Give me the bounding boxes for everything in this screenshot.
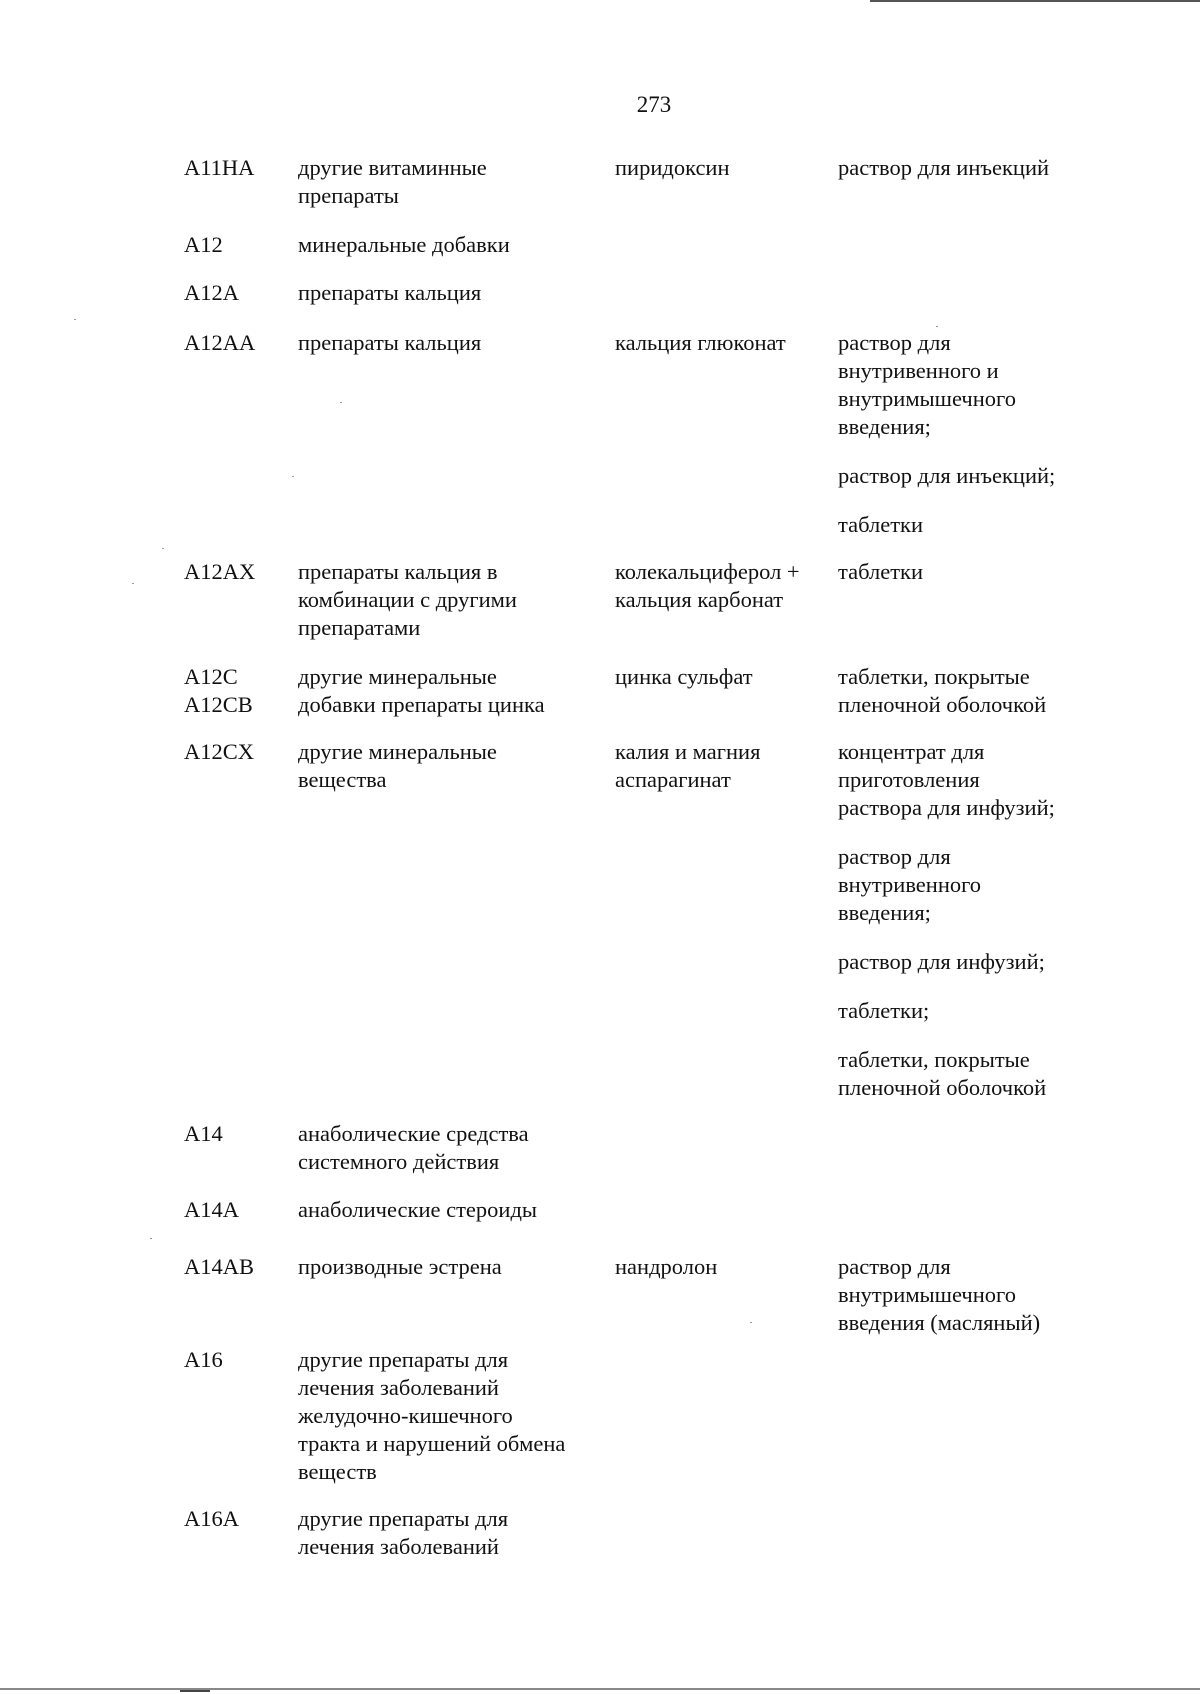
dosage-form-item (838, 843, 1108, 927)
dosage-forms (838, 329, 1108, 560)
text-line: минеральные добавки (298, 232, 510, 257)
dosage-form-item (838, 558, 1108, 586)
text-line: раствор для (838, 1254, 951, 1279)
text-line: A16A (184, 1506, 239, 1531)
text-line: концентрат для (838, 739, 985, 764)
text-line: препаратами (298, 615, 421, 640)
atc-group-name (298, 279, 598, 307)
atc-code (184, 1120, 294, 1148)
dosage-form-item (838, 154, 1108, 182)
atc-group-name (298, 558, 598, 642)
text-line: пленочной оболочкой (838, 1075, 1047, 1100)
text-line: тракта и нарушений обмена (298, 1431, 566, 1456)
text-line: внутримышечного (838, 386, 1016, 411)
atc-group-name (298, 231, 598, 259)
text-line: внутривенного (838, 872, 982, 897)
atc-code (184, 738, 294, 766)
text-line: другие минеральные (298, 739, 497, 764)
text-line: раствора для инфузий; (838, 795, 1055, 820)
text-line: другие препараты для (298, 1506, 509, 1531)
scan-edge-line (180, 1690, 210, 1692)
scan-speck (150, 1238, 152, 1239)
text-line: лечения заболеваний (298, 1375, 499, 1400)
text-line: цинка сульфат (615, 664, 753, 689)
text-line: другие препараты для (298, 1347, 509, 1372)
atc-group-name (298, 738, 598, 794)
dosage-forms (838, 558, 1108, 607)
text-line: пленочной оболочкой (838, 692, 1047, 717)
text-line: кальция карбонат (615, 587, 784, 612)
text-line: введения; (838, 900, 931, 925)
dosage-form-item (838, 948, 1108, 976)
drug-name (615, 329, 830, 357)
atc-code (184, 1346, 294, 1374)
text-line: A14 (184, 1121, 223, 1146)
text-line: A12 (184, 232, 223, 257)
text-line: лечения заболеваний (298, 1534, 499, 1559)
text-line: A12AX (184, 559, 256, 584)
text-line: калия и магния (615, 739, 761, 764)
atc-code (184, 1196, 294, 1224)
text-line: таблетки, покрытые (838, 1047, 1030, 1072)
dosage-form-item (838, 1046, 1108, 1102)
page-number: 273 (636, 92, 672, 117)
atc-code (184, 154, 294, 182)
drug-name (615, 738, 830, 794)
text-line: таблетки, покрытые (838, 664, 1030, 689)
text-line: анаболические стероиды (298, 1197, 538, 1222)
text-line: нандролон (615, 1254, 718, 1279)
text-line: таблетки (838, 512, 924, 537)
text-line: A12CX (184, 739, 255, 764)
atc-code (184, 231, 294, 259)
atc-code (184, 1253, 294, 1281)
scan-edge-line (870, 0, 1200, 2)
text-line: веществ (298, 1459, 377, 1484)
text-line: пиридоксин (615, 155, 730, 180)
atc-code (184, 329, 294, 357)
text-line: раствор для инфузий; (838, 949, 1045, 974)
text-line: A16 (184, 1347, 223, 1372)
text-line: комбинации с другими (298, 587, 517, 612)
text-line: добавки препараты цинка (298, 692, 545, 717)
text-line: A14AB (184, 1254, 255, 1279)
scan-speck (936, 326, 938, 327)
text-line: аспарагинат (615, 767, 731, 792)
text-line: A12AA (184, 330, 256, 355)
atc-group-name (298, 1253, 598, 1281)
drug-name (615, 663, 830, 691)
text-line: препараты кальция в (298, 559, 498, 584)
dosage-form-item (838, 738, 1108, 822)
text-line: введения; (838, 414, 931, 439)
text-line: внутримышечного (838, 1282, 1016, 1307)
scan-speck (74, 319, 76, 320)
atc-group-name (298, 663, 598, 719)
dosage-forms (838, 738, 1108, 1123)
text-line: вещества (298, 767, 387, 792)
drug-name (615, 1253, 830, 1281)
text-line: раствор для инъекций; (838, 463, 1056, 488)
scan-speck (132, 583, 134, 584)
atc-group-name (298, 154, 598, 210)
text-line: A12C (184, 664, 238, 689)
atc-group-name (298, 329, 598, 357)
text-line: внутривенного и (838, 358, 999, 383)
atc-group-name (298, 1196, 598, 1224)
text-line: таблетки (838, 559, 924, 584)
dosage-forms (838, 1253, 1108, 1358)
text-line: желудочно-кишечного (298, 1403, 513, 1428)
atc-code (184, 1505, 294, 1533)
text-line: системного действия (298, 1149, 500, 1174)
text-line: раствор для инъекций (838, 155, 1050, 180)
dosage-form-item (838, 997, 1108, 1025)
scan-speck (340, 402, 342, 403)
text-line: препараты кальция (298, 330, 482, 355)
text-line: препараты (298, 183, 399, 208)
text-line: введения (масляный) (838, 1310, 1041, 1335)
drug-name (615, 154, 830, 182)
dosage-forms (838, 154, 1108, 203)
scan-speck (162, 548, 164, 549)
dosage-form-item (838, 511, 1108, 539)
text-line: раствор для (838, 844, 951, 869)
text-line: A12CB (184, 692, 253, 717)
dosage-form-item (838, 329, 1108, 441)
dosage-form-item (838, 663, 1108, 719)
text-line: препараты кальция (298, 280, 482, 305)
atc-code (184, 279, 294, 307)
text-line: A12A (184, 280, 239, 305)
scan-speck (292, 476, 294, 477)
text-line: другие витаминные (298, 155, 487, 180)
atc-code (184, 663, 294, 719)
text-line: A11HA (184, 155, 255, 180)
text-line: приготовления (838, 767, 980, 792)
atc-group-name (298, 1505, 598, 1561)
text-line: кальция глюконат (615, 330, 786, 355)
dosage-form-item (838, 1253, 1108, 1337)
text-line: таблетки; (838, 998, 930, 1023)
text-line: анаболические средства (298, 1121, 529, 1146)
text-line: колекальциферол + (615, 559, 800, 584)
scan-speck (750, 1322, 752, 1323)
text-line: A14A (184, 1197, 239, 1222)
text-line: производные эстрена (298, 1254, 502, 1279)
text-line: раствор для (838, 330, 951, 355)
dosage-forms (838, 663, 1108, 740)
text-line: другие минеральные (298, 664, 497, 689)
atc-group-name (298, 1346, 598, 1486)
atc-code (184, 558, 294, 586)
dosage-form-item (838, 462, 1108, 490)
drug-name (615, 558, 830, 614)
atc-group-name (298, 1120, 598, 1176)
